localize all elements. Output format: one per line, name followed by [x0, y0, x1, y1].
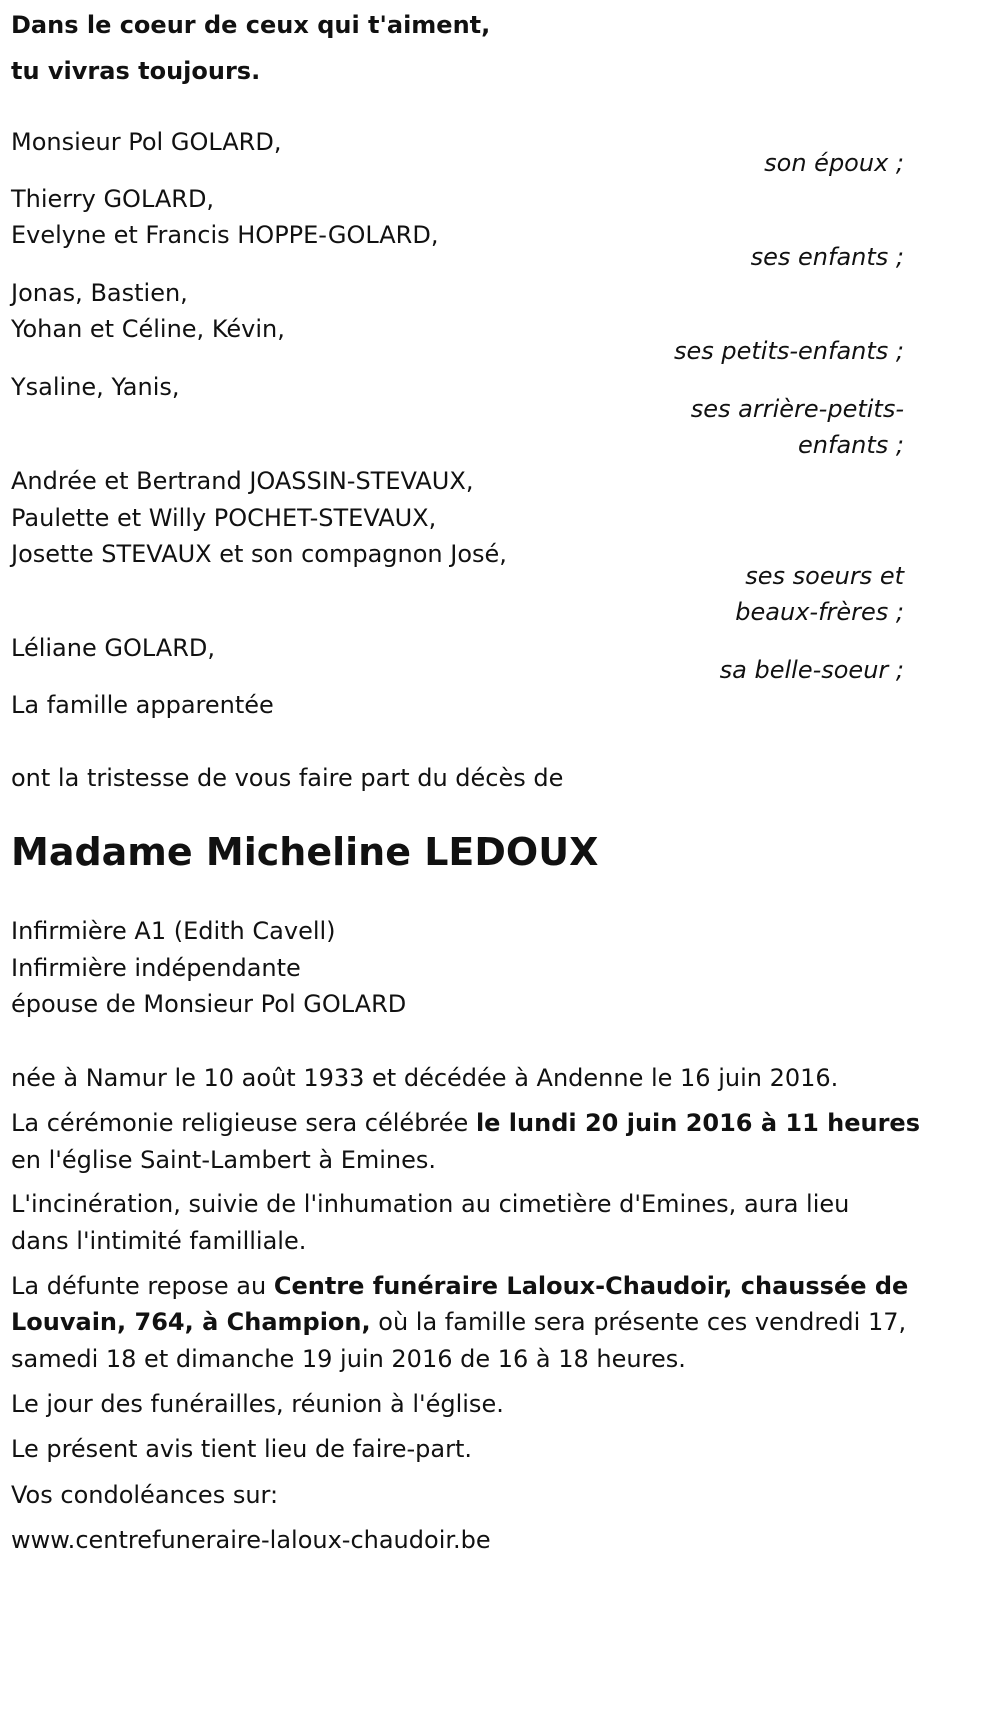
repose-location-2: Louvain, 764, à Champion, [11, 1308, 371, 1336]
siblings-line-3: Josette STEVAUX et son compagnon José, [11, 540, 507, 568]
great-grandchildren-role-2: enfants ; [798, 431, 904, 459]
sister-in-law-name: Léliane GOLARD, [11, 634, 215, 662]
grandchildren-line-2: Yohan et Céline, Kévin, [11, 315, 285, 343]
cremation-line-2: dans l'intimité familliale. [11, 1227, 307, 1255]
repose-line-1 [11, 1271, 908, 1301]
ceremony-prefix: La cérémonie religieuse sera célébrée [11, 1109, 476, 1137]
great-grandchildren-role-1: ses arrière-petits- [690, 395, 904, 423]
repose-location-1: Centre funéraire Laloux-Chaudoir, chaussée de [273, 1272, 909, 1300]
deceased-name: Madame Micheline LEDOUX [11, 830, 599, 874]
epitaph-line-1: Dans le coeur de ceux qui t'aiment, [11, 11, 491, 39]
repose-line-3: samedi 18 et dimanche 19 juin 2016 de 16 à 18 heures. [11, 1345, 686, 1373]
deceased-detail-3: épouse de Monsieur Pol GOLARD [11, 990, 407, 1018]
ceremony-date: le lundi 20 juin 2016 à 11 heures [475, 1109, 920, 1137]
condolences-website[interactable]: www.centrefuneraire-laloux-chaudoir.be [11, 1526, 491, 1554]
siblings-role-2: beaux-frères ; [735, 598, 904, 626]
children-line-2: Evelyne et Francis HOPPE-GOLARD, [11, 221, 439, 249]
related-family: La famille apparentée [11, 691, 274, 719]
notice-line: Le présent avis tient lieu de faire-part. [11, 1435, 473, 1463]
repose-suffix: où la famille sera présente ces vendredi 17, [370, 1308, 907, 1336]
spouse-role: son époux ; [764, 149, 904, 177]
announcement-text: ont la tristesse de vous faire part du décès de [11, 764, 564, 792]
children-line-1: Thierry GOLARD, [11, 185, 215, 213]
birth-death-line: née à Namur le 10 août 1933 et décédée à Andenne le 16 juin 2016. [11, 1064, 839, 1092]
children-role: ses enfants ; [750, 243, 904, 271]
grandchildren-role: ses petits-enfants ; [673, 337, 904, 365]
ceremony-line [11, 1108, 920, 1138]
funeral-meeting: Le jour des funérailles, réunion à l'église. [11, 1390, 504, 1418]
great-grandchildren-line: Ysaline, Yanis, [11, 373, 180, 401]
deceased-detail-1: Infirmière A1 (Edith Cavell) [11, 917, 336, 945]
ceremony-place: en l'église Saint-Lambert à Emines. [11, 1146, 437, 1174]
siblings-line-1: Andrée et Bertrand JOASSIN-STEVAUX, [11, 467, 474, 495]
repose-line-2 [11, 1307, 906, 1337]
repose-prefix: La défunte repose au [11, 1272, 274, 1300]
grandchildren-line-1: Jonas, Bastien, [11, 279, 188, 307]
deceased-detail-2: Infirmière indépendante [11, 954, 301, 982]
sister-in-law-role: sa belle-soeur ; [719, 656, 904, 684]
cremation-line-1: L'incinération, suivie de l'inhumation au cimetière d'Emines, aura lieu [11, 1190, 850, 1218]
epitaph-line-2: tu vivras toujours. [11, 57, 261, 85]
siblings-role-1: ses soeurs et [745, 562, 904, 590]
condolences-label: Vos condoléances sur: [11, 1481, 279, 1509]
siblings-line-2: Paulette et Willy POCHET-STEVAUX, [11, 504, 437, 532]
spouse-name: Monsieur Pol GOLARD, [11, 128, 282, 156]
